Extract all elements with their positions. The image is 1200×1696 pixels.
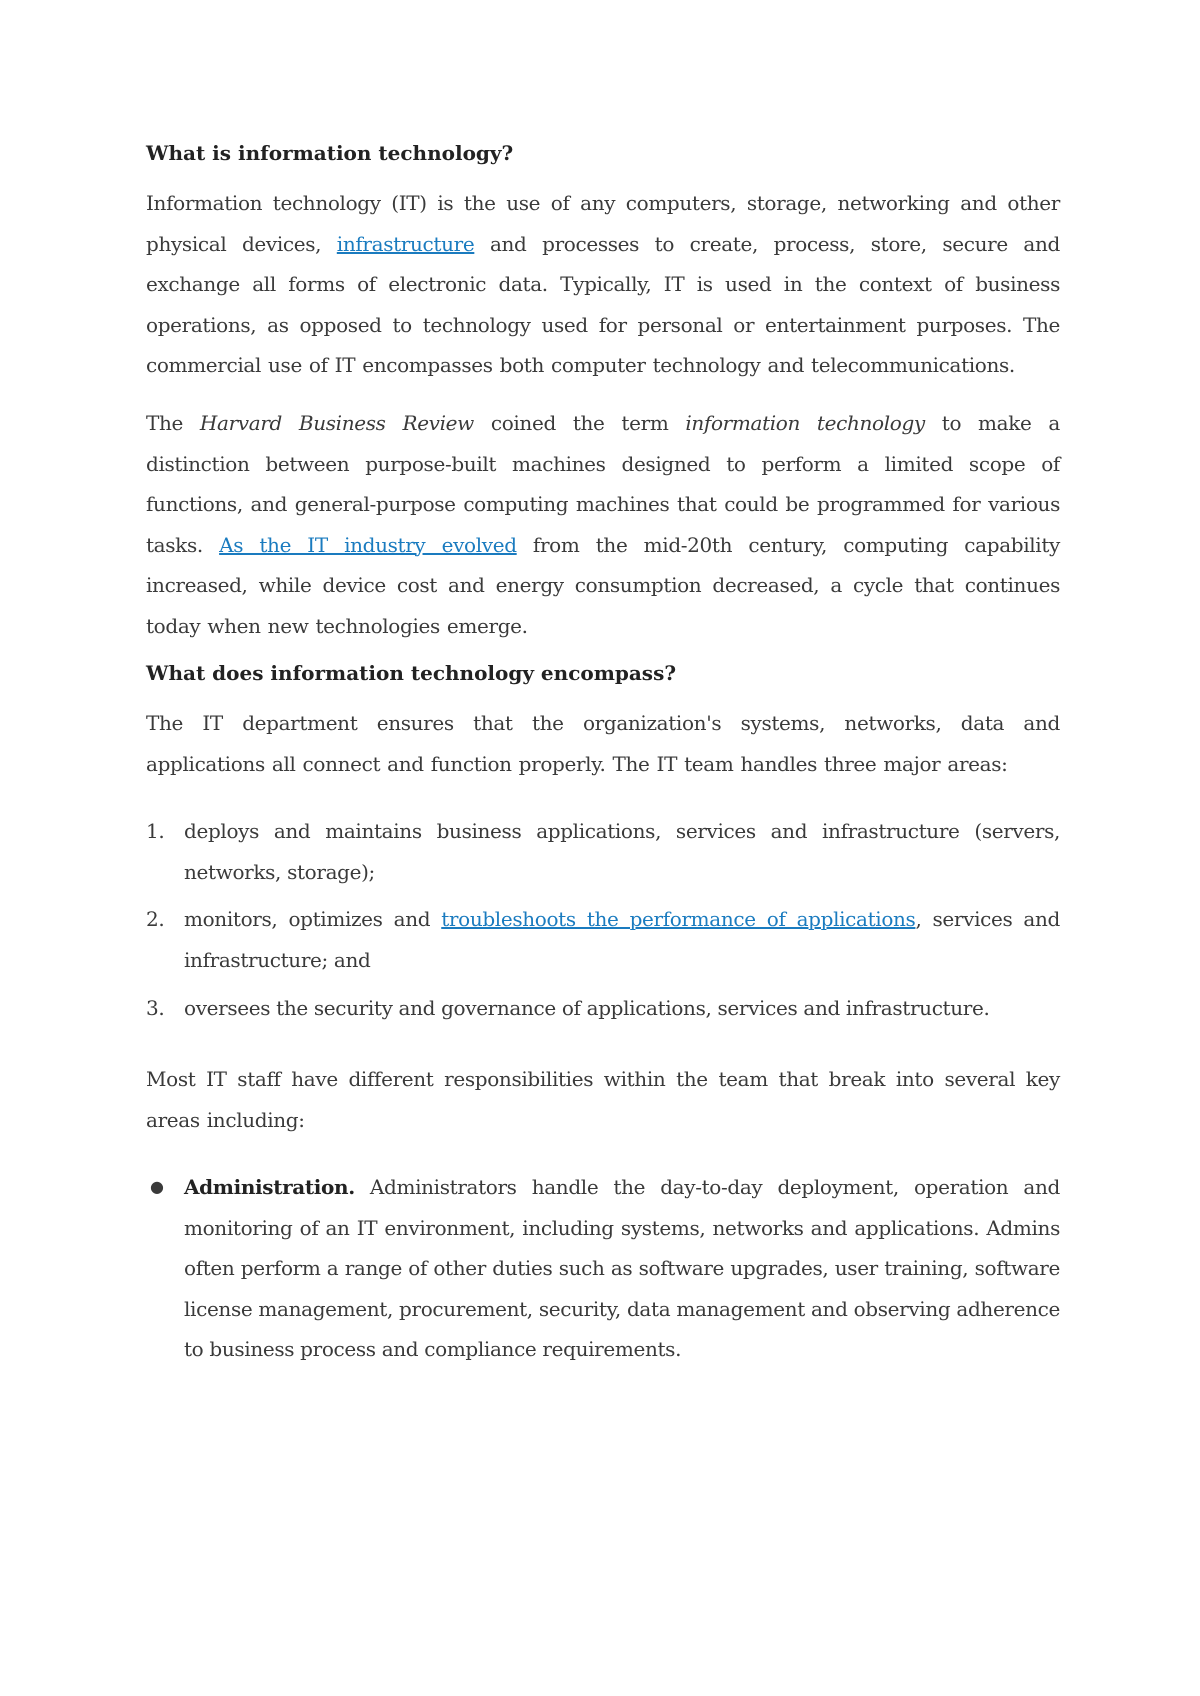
list-number: 2. xyxy=(146,907,165,931)
link-it-industry-evolved[interactable]: As the IT industry evolved xyxy=(219,532,517,557)
paragraph-staff-responsibilities: Most IT staff have different responsibilities within the team that break into several key areas including: xyxy=(146,1067,1060,1132)
paragraph-definition: Information technology (IT) is the use of any computers, storage, networking and other physical devices, infrastructure and processes to create, process, store, secure and exchange all forms of electronic data. Typically, IT is used in the context of business operations, as opposed to technology used for personal or entertainment purposes. The commercial use of IT encompasses both computer technology and telecommunications. xyxy=(146,191,1060,377)
list-number: 3. xyxy=(146,996,165,1020)
bullet-item-administration: ● Administration. Administrators handle the day-to-day deployment, operation and monitoring of an IT environment, including systems, networks and applications. Admins often perform a range of other duties such as software upgrades, user training, software license management, procurement, security, data management and observing adherence to business process and compliance requirements. xyxy=(146,1167,1060,1370)
paragraph-history: The Harvard Business Review coined the term information technology to make a distinction between purpose-built machines designed to perform a limited scope of functions, and general-purpose computing machines that could be programmed for various tasks. As the IT industry evolved from the mid-20th century, computing capability increased, while device cost and energy consumption decreased, a cycle that continues today when new technologies emerge. xyxy=(146,411,1060,638)
list-item: 1. deploys and maintains business applications, services and infrastructure (servers, networks, storage); xyxy=(146,811,1060,892)
list-item: 2. monitors, optimizes and troubleshoots the performance of applications, services and infrastructure; and xyxy=(146,899,1060,980)
list-item: 3. oversees the security and governance of applications, services and infrastructure. xyxy=(146,988,1060,1029)
list-number: 1. xyxy=(146,819,165,843)
heading-what-is-it: What is information technology? xyxy=(146,141,514,165)
link-infrastructure[interactable]: infrastructure xyxy=(336,231,475,256)
bullet-icon: ● xyxy=(150,1177,164,1196)
link-troubleshoots-performance[interactable]: troubleshoots the performance of applications xyxy=(441,907,916,931)
heading-what-does-it-encompass: What does information technology encompass? xyxy=(146,661,677,685)
paragraph-it-department: The IT department ensures that the organization's systems, networks, data and applications all connect and function properly. The IT team handles three major areas: xyxy=(146,711,1060,776)
